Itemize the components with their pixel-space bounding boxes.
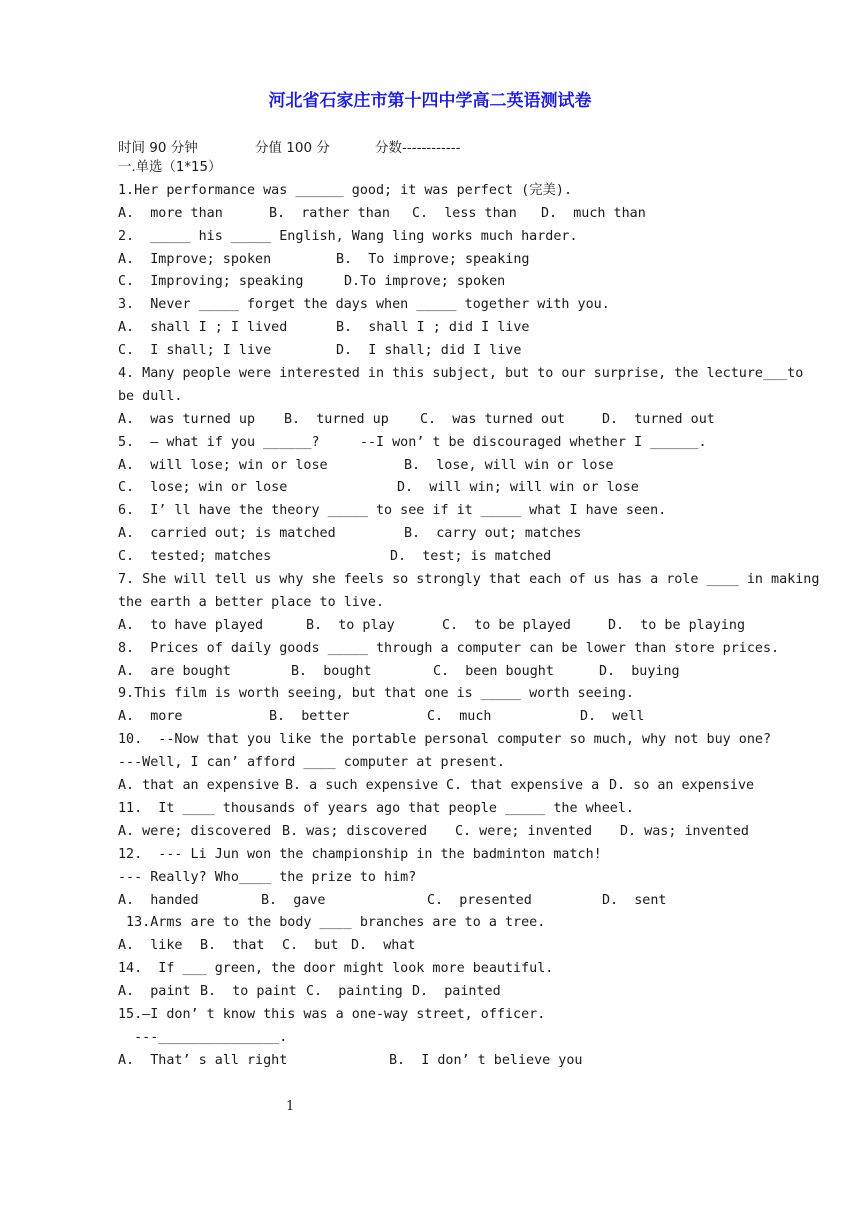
option-row	[118, 661, 748, 684]
answer-option: B. lose, will win or lose	[404, 457, 614, 473]
answer-option: A. more	[118, 709, 183, 725]
question-item	[118, 363, 804, 432]
question-item	[118, 180, 748, 226]
question-stem: 13.Arms are to the body ____ branches are to a tree.	[118, 915, 546, 931]
answer-option: A. that an expensive	[118, 778, 280, 794]
answer-option: B. a such expensive	[285, 778, 439, 794]
question-item	[118, 958, 748, 1004]
answer-option: B. turned up	[284, 411, 389, 427]
option-row	[118, 706, 748, 729]
answer-option: C. I shall; I live	[118, 343, 272, 359]
question-stem: 1.Her performance was ______ good; it was perfect (完美).	[118, 182, 573, 198]
option-row	[118, 981, 748, 1004]
question-stem: 15.—I don’ t know this was a one-way street, officer.	[118, 1006, 546, 1022]
question-stem: 2. _____ his _____ English, Wang ling works much harder.	[118, 228, 578, 244]
option-row	[118, 821, 748, 844]
question-item	[118, 1004, 748, 1073]
question-stem: 7. She will tell us why she feels so strongly that each of us has a role ____ in making	[118, 572, 820, 588]
question-stem: 11. It ____ thousands of years ago that people _____ the wheel.	[118, 800, 634, 816]
option-row	[118, 615, 748, 638]
question-item	[118, 638, 780, 684]
question-item	[118, 798, 748, 844]
answer-option: A. to have played	[118, 617, 264, 633]
answer-option: C. but	[282, 938, 339, 954]
exam-meta	[118, 136, 460, 156]
answer-option: C. presented	[427, 892, 532, 908]
answer-option: C. was turned out	[420, 411, 566, 427]
answer-option: C. were; invented	[455, 823, 593, 839]
answer-option: C. painting	[306, 984, 403, 1000]
answer-option: B. rather than	[269, 205, 390, 221]
option-row	[118, 249, 748, 272]
answer-option: D. I shall; did I live	[336, 343, 522, 359]
answer-option: D. to be playing	[608, 617, 746, 633]
answer-option: C. much	[427, 709, 492, 725]
question-stem: 10. --Now that you like the portable personal computer so much, why not buy one?	[118, 732, 772, 748]
answer-option: A. like	[118, 938, 183, 954]
question-stem: ---Well, I can’ afford ____ computer at present.	[118, 755, 505, 771]
score-blank: 分数------------	[375, 140, 461, 156]
option-row	[118, 890, 748, 913]
question-item	[118, 912, 748, 958]
option-row	[118, 455, 748, 478]
answer-option: A. paint	[118, 984, 191, 1000]
answer-option: A. are bought	[118, 663, 231, 679]
answer-option: B. that	[200, 938, 265, 954]
question-item	[118, 226, 748, 295]
question-stem: 4. Many people were interested in this subject, but to our surprise, the lecture___to	[118, 366, 804, 382]
question-stem: 3. Never _____ forget the days when _____ together with you.	[118, 297, 610, 313]
option-row	[118, 477, 748, 500]
option-row	[118, 409, 748, 432]
answer-option: D. test; is matched	[390, 549, 552, 565]
question-item	[118, 729, 772, 798]
question-stem: 6. I’ ll have the theory _____ to see if it _____ what I have seen.	[118, 503, 667, 519]
answer-option: B. better	[269, 709, 350, 725]
answer-option: B. carry out; matches	[404, 526, 582, 542]
answer-option: C. tested; matches	[118, 549, 272, 565]
option-row	[118, 317, 748, 340]
option-row	[118, 775, 755, 798]
answer-option: A. was turned up	[118, 411, 256, 427]
answer-option: A. were; discovered	[118, 823, 272, 839]
question-stem: be dull.	[118, 388, 183, 404]
answer-option: D. turned out	[602, 411, 715, 427]
answer-option: D. painted	[412, 984, 501, 1000]
answer-option: B. to play	[306, 617, 395, 633]
time-limit: 时间 90 分钟	[118, 140, 198, 156]
answer-option: B. shall I ; did I live	[336, 320, 530, 336]
option-row	[118, 203, 748, 226]
question-list	[118, 157, 820, 1073]
question-stem: 9.This film is worth seeing, but that one is _____ worth seeing.	[118, 686, 634, 702]
answer-option: C. Improving; speaking	[118, 274, 304, 290]
answer-option: C. lose; win or lose	[118, 480, 288, 496]
score-total: 分值 100 分	[255, 140, 330, 156]
question-item	[118, 683, 748, 729]
answer-option: B. to paint	[200, 984, 297, 1000]
answer-option: A. more than	[118, 205, 223, 221]
answer-option: B. To improve; speaking	[336, 251, 530, 267]
answer-option: D. much than	[541, 205, 646, 221]
section-heading: 一.单选（1*15）	[118, 160, 222, 175]
answer-option: B. I don’ t believe you	[389, 1052, 583, 1068]
answer-option: D. was; invented	[620, 823, 749, 839]
question-stem: the earth a better place to live.	[118, 594, 385, 610]
page-number: 1	[286, 1099, 295, 1114]
answer-option: A. That’ s all right	[118, 1052, 288, 1068]
page-title: 河北省石家庄市第十四中学高二英语测试卷	[268, 91, 592, 111]
question-stem: 5. – what if you ______? --I won’ t be discouraged whether I ______.	[118, 434, 707, 450]
answer-option: B. bought	[291, 663, 372, 679]
question-item	[118, 844, 748, 913]
answer-option: D. well	[580, 709, 645, 725]
question-stem: ---_______________.	[118, 1029, 288, 1045]
question-item	[118, 432, 748, 501]
option-row	[118, 1050, 748, 1073]
answer-option: A. will lose; win or lose	[118, 457, 328, 473]
answer-option: D.To improve; spoken	[344, 274, 506, 290]
question-stem: --- Really? Who____ the prize to him?	[118, 869, 417, 885]
answer-option: B. was; discovered	[282, 823, 428, 839]
question-stem: 14. If ___ green, the door might look more beautiful.	[118, 961, 554, 977]
option-row	[118, 546, 748, 569]
question-stem: 12. --- Li Jun won the championship in the badminton match!	[118, 846, 602, 862]
answer-option: C. been bought	[433, 663, 554, 679]
answer-option: D. sent	[602, 892, 667, 908]
question-item	[118, 500, 748, 569]
answer-option: A. Improve; spoken	[118, 251, 272, 267]
answer-option: D. what	[351, 938, 416, 954]
answer-option: A. carried out; is matched	[118, 526, 336, 542]
answer-option: C. to be played	[442, 617, 571, 633]
answer-option: D. buying	[599, 663, 680, 679]
question-item	[118, 294, 748, 363]
answer-option: D. will win; will win or lose	[397, 480, 639, 496]
answer-option: D. so an expensive	[609, 778, 755, 794]
answer-option: A. shall I ; I lived	[118, 320, 288, 336]
option-row	[118, 523, 748, 546]
answer-option: B. gave	[261, 892, 326, 908]
option-row	[118, 935, 748, 958]
answer-option: C. that expensive a	[446, 778, 600, 794]
option-row	[118, 340, 748, 363]
option-row	[118, 271, 748, 294]
question-item	[118, 569, 820, 638]
question-stem: 8. Prices of daily goods _____ through a computer can be lower than store prices.	[118, 640, 780, 656]
answer-option: A. handed	[118, 892, 199, 908]
answer-option: C. less than	[412, 205, 517, 221]
